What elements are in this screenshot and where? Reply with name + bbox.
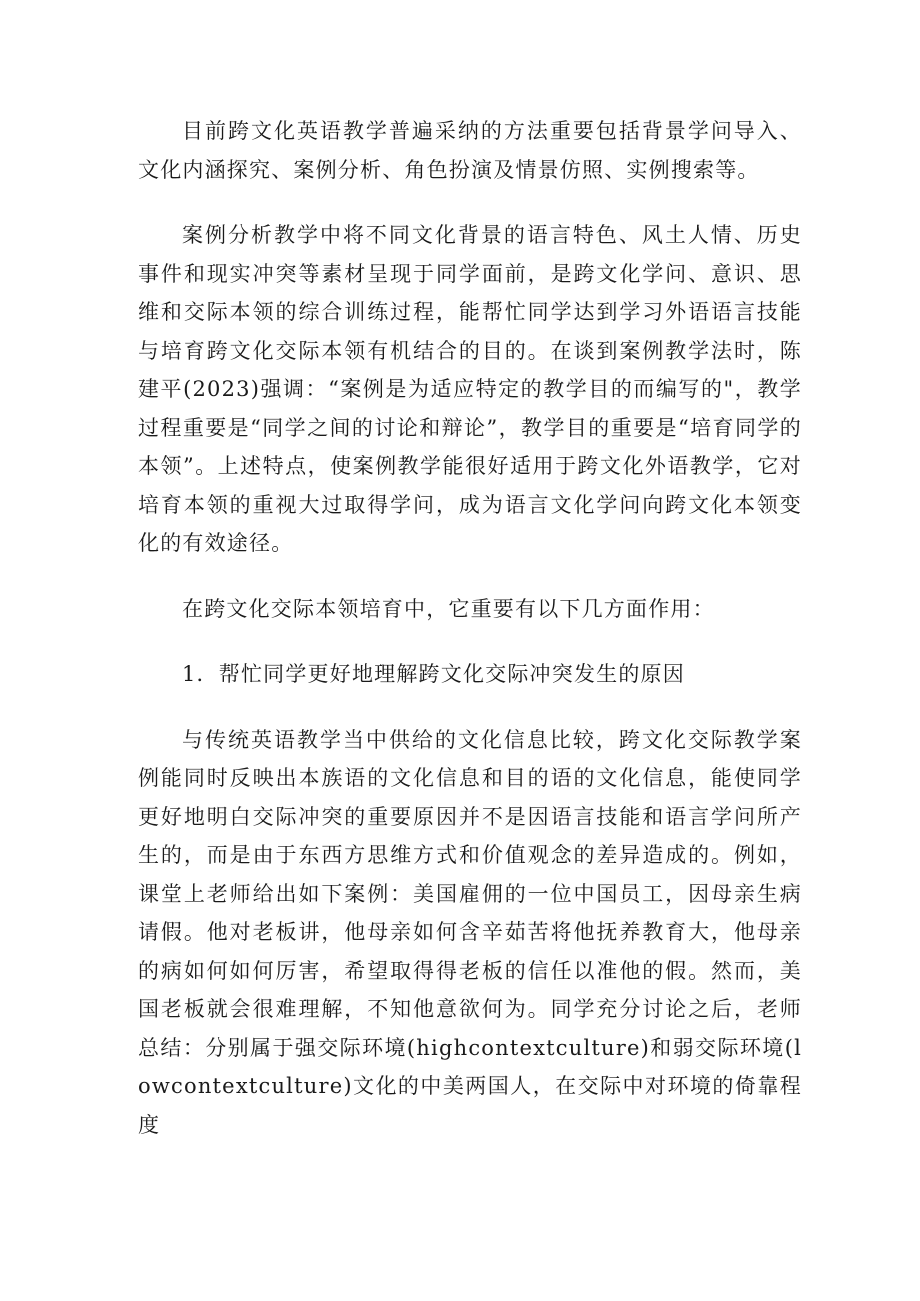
paragraph-example: 与传统英语教学当中供给的文化信息比较，跨文化交际教学案例能同时反映出本族语的文化信息和目的语的文化信息，能使同学更好地明白交际冲突的重要原因并不是因语言技能和语言学问所产生的，而是由于东西方思维方式和价值观念的差异造成的。例如，课堂上老师给出如下案例：美国雇佣的一位中国员工，因母亲生病请假。他对老板讲，他母亲如何含辛茹苦将他抚养教育大，他母亲的病如何如何厉害，希望取得得老板的信任以准他的假。然而，美国老板就会很难理解，不知他意欲何为。同学充分讨论之后，老师总结：分别属于强交际环境(highcontextculture)和弱交际环境(lowcontextculture)文化的中美两国人，在交际中对环境的倚靠程度	[138, 727, 802, 1137]
paragraph-functions-intro: 在跨文化交际本领培育中，它重要有以下几方面作用：	[182, 596, 715, 621]
document-body	[138, 112, 802, 1171]
section-heading-1: 1．帮忙同学更好地理解跨文化交际冲突发生的原因	[182, 662, 685, 686]
paragraph-intro: 目前跨文化英语教学普遍采纳的方法重要包括背景学问导入、文化内涵探究、案例分析、角色扮演及情景仿照、实例搜索等。	[138, 119, 802, 182]
paragraph-case-analysis: 案例分析教学中将不同文化背景的语言特色、风土人情、历史事件和现实冲突等素材呈现于同学面前，是跨文化学问、意识、思维和交际本领的综合训练过程，能帮忙同学达到学习外语语言技能与培育跨文化交际本领有机结合的目的。在谈到案例教学法时，陈建平(2023)强调：“案例是为适应特定的教学目的而编写的"，教学过程重要是“同学之间的讨论和辩论”，教学目的重要是“培育同学的本领”。上述特点，使案例教学能很好适用于跨文化外语教学，它对培育本领的重视大过取得学问，成为语言文化学问向跨文化本领变化的有效途径。	[138, 223, 802, 555]
